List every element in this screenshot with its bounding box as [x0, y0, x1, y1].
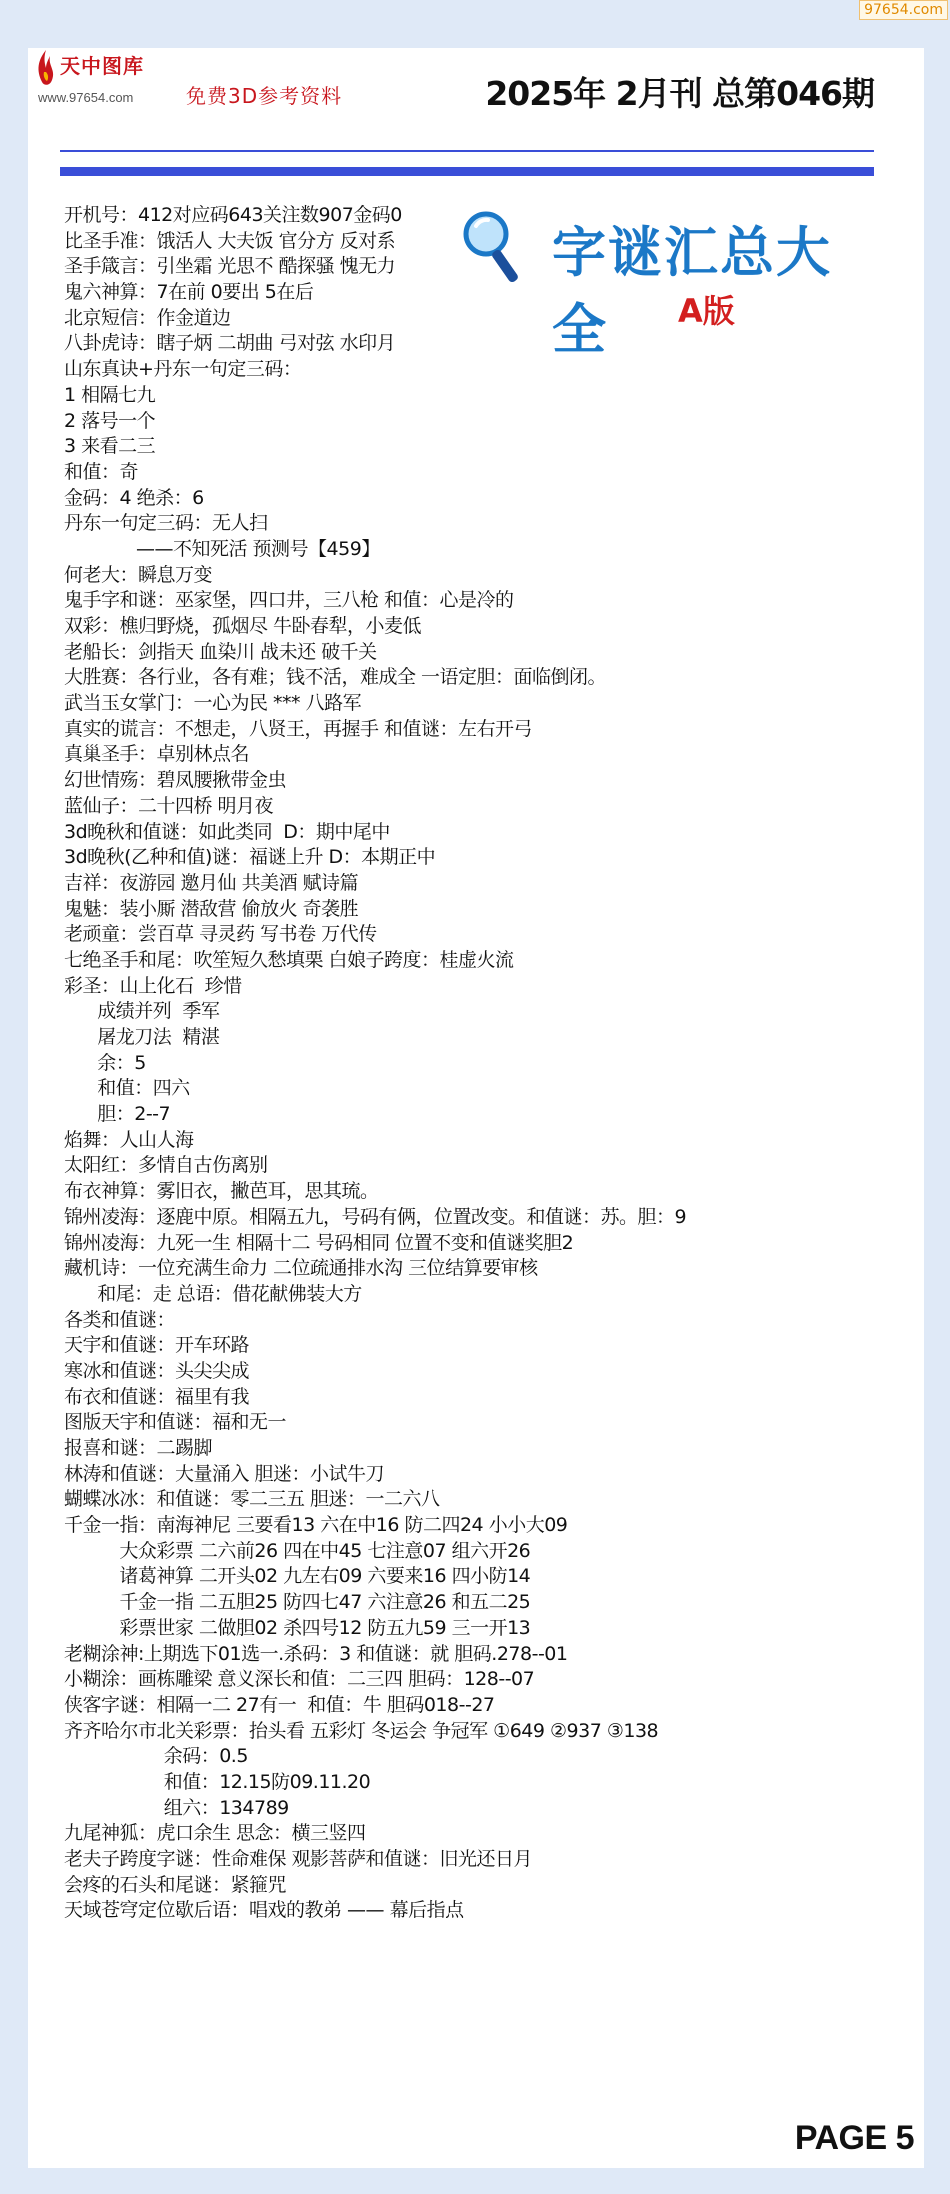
riddle-line: 藏机诗：一位充满生命力 二位疏通排水沟 三位结算要审核	[64, 1257, 538, 1280]
riddle-line: 锦州凌海：逐鹿中原。相隔五九，号码有俩，位置改变。和值谜：苏。胆：9	[64, 1205, 687, 1228]
issue-number: 2025年 2月刊 总第046期	[485, 74, 874, 113]
riddle-line: 2 落号一个	[64, 409, 156, 432]
riddle-line: 和值：四六	[64, 1077, 190, 1100]
riddle-line: 会疼的石头和尾谜：紧箍咒	[64, 1873, 287, 1896]
riddle-line: 彩圣：山上化石 珍惜	[64, 974, 242, 997]
riddle-line: 布衣和值谜：福里有我	[64, 1385, 250, 1408]
riddle-line: 老船长：剑指天 血染川 战未还 破千关	[64, 640, 377, 663]
riddle-line: 天域苍穹定位歇后语：唱戏的教弟 —— 幕后指点	[64, 1899, 464, 1922]
riddle-line: 组六：134789	[64, 1796, 289, 1819]
riddle-line: 屠龙刀法 精湛	[64, 1026, 220, 1048]
riddle-line: 成绩并列 季军	[64, 1000, 220, 1023]
riddle-line: 齐齐哈尔市北关彩票：抬头看 五彩灯 冬运会 争冠军 ①649 ②937 ③138	[64, 1719, 659, 1742]
riddle-line: 八卦虎诗：瞎子炳 二胡曲 弓对弦 水印月	[64, 332, 396, 355]
riddle-line: 1 相隔七九	[64, 383, 156, 406]
riddle-line: 老顽童：尝百草 寻灵药 写书卷 万代传	[64, 923, 377, 946]
riddle-line: 丹东一句定三码：无人扫	[64, 512, 268, 535]
riddle-line: 真实的谎言：不想走，八贤王，再握手 和值谜：左右开弓	[64, 717, 533, 740]
riddle-line: 余码：0.5	[64, 1745, 248, 1768]
riddle-line: 金码：4 绝杀：6	[64, 486, 204, 509]
riddle-line: 小糊涂：画栋雕梁 意义深长和值：二三四 胆码：128--07	[64, 1668, 535, 1691]
riddle-line: 九尾神狐：虎口余生 思念：横三竖四	[64, 1822, 366, 1845]
logo-flame-icon	[34, 48, 58, 88]
riddle-line: 3 来看二三	[64, 435, 156, 458]
riddle-line: 开机号：412对应码643关注数907金码0	[64, 204, 402, 226]
site-logo[interactable]	[34, 46, 164, 116]
riddle-line: 何老大：瞬息万变	[64, 563, 213, 586]
riddle-line: 比圣手准：饿活人 大夫饭 官分方 反对系	[64, 229, 396, 252]
riddle-line: 山东真诀+丹东一句定三码：	[64, 358, 302, 381]
riddle-line: 幻世情殇：碧凤腰揪带金虫	[64, 769, 287, 792]
riddle-line: 寒冰和值谜：头尖尖成	[64, 1359, 250, 1382]
riddle-line: 和值：奇	[64, 460, 139, 483]
site-watermark: 97654.com	[859, 0, 948, 20]
title-main: 字谜汇总大全	[552, 221, 832, 361]
riddle-line: ——不知死活 预测号【459】	[64, 537, 380, 560]
logo-name: 天中图库	[60, 54, 144, 78]
riddle-line: 焰舞：人山人海	[64, 1128, 194, 1151]
riddle-line: 和尾：走 总语：借花献佛装大方	[64, 1282, 362, 1305]
riddle-line: 武当玉女掌门：一心为民 *** 八路军	[64, 692, 362, 715]
riddle-line: 圣手箴言：引坐霜 光思不 酷探骚 愧无力	[64, 255, 396, 278]
riddle-line: 真巢圣手：卓别林点名	[64, 743, 250, 766]
riddle-line: 吉祥：夜游园 邀月仙 共美酒 赋诗篇	[64, 871, 359, 894]
riddle-line: 千金一指：南海神尼 三要看13 六在中16 防二四24 小小大09	[64, 1514, 568, 1537]
riddle-line: 报喜和谜：二踢脚	[64, 1437, 213, 1459]
riddle-line: 3d晚秋和值谜：如此类同 D：期中尾中	[64, 820, 390, 843]
title-sub: A版	[678, 292, 735, 330]
riddle-line: 鬼手字和谜：巫家堡，四口井，三八枪 和值：心是冷的	[64, 589, 514, 612]
header-divider-thick	[60, 167, 874, 176]
page-header	[34, 46, 874, 126]
riddle-line: 和值：12.15防09.11.20	[64, 1770, 371, 1793]
riddle-line: 胆：2--7	[64, 1103, 171, 1126]
riddle-line: 图版天宇和值谜：福和无一	[64, 1411, 287, 1434]
riddle-line: 老糊涂神:上期选下01选一.杀码：3 和值谜：就 胆码.278--01	[64, 1642, 568, 1665]
riddle-line: 布衣神算：雾旧衣，撇芭耳，思其琉。	[64, 1180, 379, 1203]
riddle-line: 大胜赛：各行业，各有难；钱不活，难成全 一语定胆：面临倒闭。	[64, 666, 607, 689]
tagline: 免费3D参考资料	[186, 84, 343, 108]
riddle-line: 侠客字谜：相隔一二 27有一 和值：牛 胆码018--27	[64, 1693, 495, 1716]
riddle-line: 锦州凌海：九死一生 相隔十二 号码相同 位置不变和值谜奖胆2	[64, 1231, 574, 1254]
riddle-line: 太阳红：多情自古伤离别	[64, 1154, 268, 1177]
riddle-line: 余：5	[64, 1051, 146, 1074]
riddle-line: 鬼六神算：7在前 0要出 5在后	[64, 281, 314, 304]
riddle-line: 诸葛神算 二开头02 九左右09 六要来16 四小防14	[64, 1565, 531, 1588]
riddle-line: 蝴蝶冰冰：和值谜：零二三五 胆迷：一二六八	[64, 1488, 440, 1511]
riddle-line: 彩票世家 二做胆02 杀四号12 防五九59 三一开13	[64, 1616, 531, 1639]
riddle-line: 大众彩票 二六前26 四在中45 七注意07 组六开26	[64, 1539, 531, 1562]
riddle-line: 各类和值谜：	[64, 1308, 176, 1331]
riddle-line: 双彩：樵归野烧，孤烟尽 牛卧春犁，小麦低	[64, 615, 422, 637]
riddle-list	[64, 203, 924, 1924]
page-number: PAGE 5	[794, 2119, 914, 2157]
riddle-line: 3d晚秋(乙种和值)谜：福谜上升 D：本期正中	[64, 846, 436, 869]
header-divider-thin	[60, 150, 874, 152]
riddle-line: 蓝仙子：二十四桥 明月夜	[64, 794, 274, 817]
riddle-line: 老夫子跨度字谜：性命难保 观影菩萨和值谜：旧光还日月	[64, 1848, 533, 1870]
riddle-line: 鬼魅：装小厮 潜敌营 偷放火 奇袭胜	[64, 897, 359, 920]
riddle-line: 北京短信：作金道边	[64, 306, 231, 329]
riddle-line: 林涛和值谜：大量涌入 胆迷：小试牛刀	[64, 1462, 385, 1485]
riddle-line: 天宇和值谜：开车环路	[64, 1334, 250, 1357]
riddle-line: 七绝圣手和尾：吹笙短久愁填栗 白娘子跨度：桂虚火流	[64, 948, 514, 971]
riddle-line: 千金一指 二五胆25 防四七47 六注意26 和五二25	[64, 1591, 531, 1614]
logo-url: www.97654.com	[38, 90, 134, 105]
